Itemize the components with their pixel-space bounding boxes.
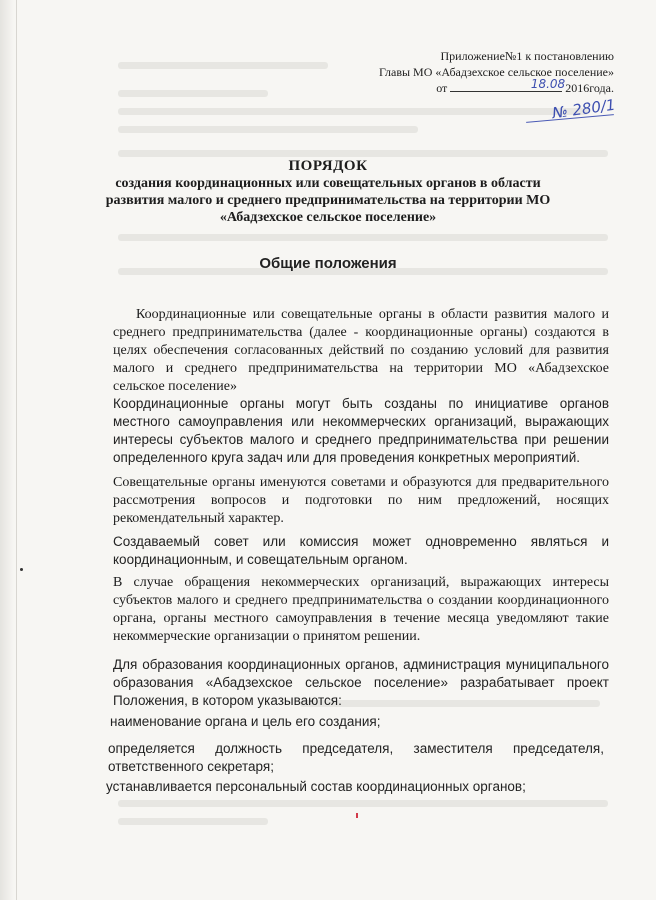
title-main: ПОРЯДОК: [288, 158, 368, 174]
title-line-2: создания координационных или совещательных органов в области: [115, 176, 541, 191]
document-title: [0, 158, 656, 226]
appendix-date-line: [436, 77, 614, 96]
bleed-through-line: [118, 62, 328, 69]
bleed-through-line: [118, 150, 608, 157]
paragraph-1: Координационные или совещательные органы в области развития малого и среднего предпринимательства (далее - координационные органы) создаются в целях обеспечения согласованных действий по созданию условий для развития малого и среднего предпринимательства на территории МО «Абадзехское сельское поселение»: [113, 307, 609, 394]
date-suffix: 2016года.: [565, 81, 614, 95]
bleed-through-line: [118, 108, 588, 115]
date-prefix: от: [436, 81, 448, 95]
paragraph-6: Для образования координационных органов, администрация муниципального образования «Абадзехское сельское поселение» разрабатывает проект Положения, в котором указываются:: [113, 657, 609, 708]
section-heading: Общие положения: [259, 255, 397, 272]
paragraph-4: Создаваемый совет или комиссия может одновременно являться и координационным, и совещательным органом.: [113, 534, 609, 567]
bleed-through-line: [118, 818, 268, 825]
title-line-3: развития малого и среднего предпринимательства на территории МО: [105, 193, 551, 208]
appendix-line-1: Приложение№1 к постановлению: [440, 49, 614, 63]
list-item-3: устанавливается персональный состав координационных органов;: [106, 779, 526, 794]
appendix-line-2: Главы МО «Абадзехское сельское поселение»: [378, 65, 614, 79]
bleed-through-line: [118, 126, 418, 133]
paragraph-3: Совещательные органы именуются советами и образуются для предварительного рассмотрения вопросов и подготовки по ним предложений, носящих рекомендательный характер.: [113, 475, 609, 526]
bleed-through-line: [118, 234, 608, 241]
red-pen-mark: [356, 813, 358, 818]
page-fold-shadow: [0, 0, 14, 900]
page-edge: [16, 0, 17, 900]
paragraph-2: Координационные органы могут быть созданы по инициативе органов местного самоуправления или некоммерческих организаций, выражающих интересы субъектов малого и среднего предпринимательства при решении определенного круга задач или для проведения конкретных мероприятий.: [113, 396, 609, 465]
handwritten-date: 18.08: [530, 77, 566, 91]
margin-dot: [20, 568, 23, 571]
appendix-header: [379, 48, 614, 96]
title-line-4: «Абадзехское сельское поселение»: [219, 210, 437, 225]
list-item-2: определяется должность председателя, заместителя председателя, ответственного секретаря;: [108, 741, 604, 774]
handwritten-number: № 280/1: [551, 95, 617, 123]
bleed-through-line: [118, 800, 608, 807]
list-item-1: наименование органа и цель его создания;: [110, 714, 381, 729]
bleed-through-line: [118, 90, 268, 97]
paragraph-5: В случае обращения некоммерческих организаций, выражающих интересы субъектов малого и среднего предпринимательства о создании координационного органа, органы местного самоуправления в течение месяца уведомляют такие некоммерческие организации о принятом решении.: [113, 575, 609, 644]
